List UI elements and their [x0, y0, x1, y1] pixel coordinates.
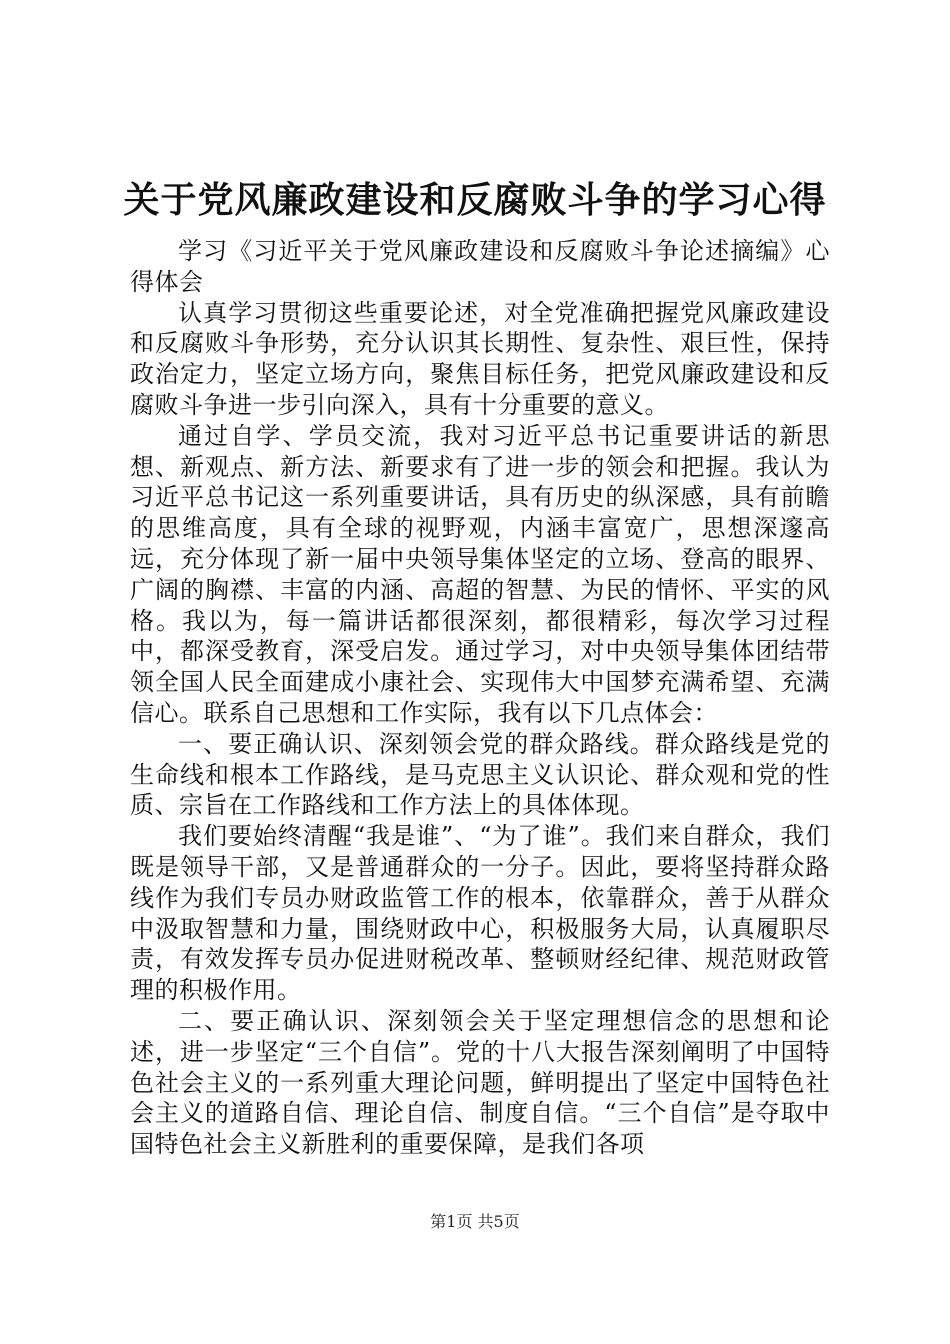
paragraph-5: 二、要正确认识、深刻领会关于坚定理想信念的思想和论述，进一步坚定“三个自信”。党的十八大报告深刻阐明了中国特色社会主义的一系列重大理论问题，鲜明提出了坚定中国特色社会主义的道路自信、理论自信、制度自信。“三个自信”是夺取中国特色社会主义新胜利的重要保障，是我们各项 [130, 1006, 830, 1159]
page-footer: 第1页 共5页 [430, 1212, 520, 1231]
paragraph-1: 认真学习贯彻这些重要论述，对全党准确把握党风廉政建设和反腐败斗争形势，充分认识其长期性、复杂性、艰巨性，保持政治定力，坚定立场方向，聚焦目标任务，把党风廉政建设和反腐败斗争进一步引向深入，具有十分重要的意义。 [130, 298, 830, 419]
paragraph-2: 通过自学、学员交流，我对习近平总书记重要讲话的新思想、新观点、新方法、新要求有了进一步的领会和把握。我认为习近平总书记这一系列重要讲话，具有历史的纵深感，具有前瞻的思维高度，具有全球的视野观，内涵丰富宽广，思想深邃高远，充分体现了新一届中央领导集体坚定的立场、登高的眼界、广阔的胸襟、丰富的内涵、高超的智慧、为民的情怀、平实的风格。我以为，每一篇讲话都很深刻，都很精彩，每次学习过程中，都深受教育，深受启发。通过学习，对中央领导集体团结带领全国人民全面建成小康社会、实现伟大中国梦充满希望、充满信心。联系自己思想和工作实际，我有以下几点体会： [130, 421, 830, 727]
paragraph-4: 我们要始终清醒“我是谁”、“为了谁”。我们来自群众，我们既是领导干部，又是普通群众的一分子。因此，要将坚持群众路线作为我们专员办财政监管工作的根本，依靠群众，善于从群众中汲取智慧和力量，围绕财政中心，积极服务大局，认真履职尽责，有效发挥专员办促进财税改革、整顿财经纪律、规范财政管理的积极作用。 [130, 822, 830, 1005]
document-body [130, 236, 830, 1160]
document-title: 关于党风廉政建设和反腐败斗争的学习心得 [123, 179, 827, 221]
paragraph-subtitle: 学习《习近平关于党风廉政建设和反腐败斗争论述摘编》心得体会 [130, 237, 830, 296]
paragraph-3: 一、要正确认识、深刻领会党的群众路线。群众路线是党的生命线和根本工作路线，是马克思主义认识论、群众观和党的性质、宗旨在工作路线和工作方法上的具体体现。 [130, 729, 830, 820]
